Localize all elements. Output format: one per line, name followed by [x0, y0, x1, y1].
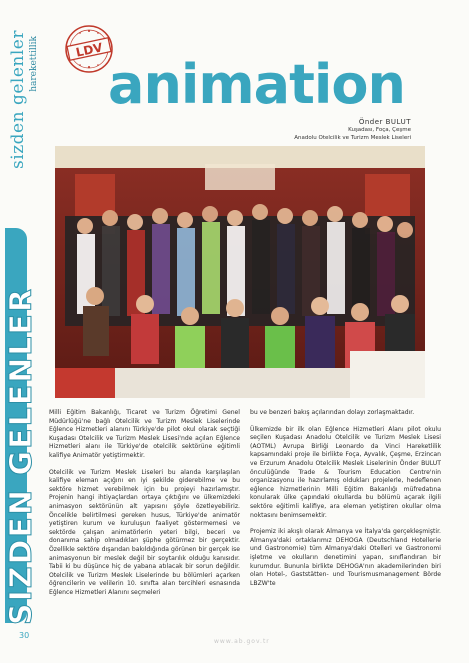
- author-location: Kuşadası, Foça, Çeşme: [348, 127, 411, 133]
- paragraph: Otelcilik ve Turizm Meslek Liseleri bu alanda karşılaşılan kalifiye eleman açığını en iyi şekilde giderebilme ve bu sektöre hizmet verebilmek için bu projeyi hazırlamıştır. Projenin hangi ihtiyaçlardan ortaya çıktığını ve ülkemizdeki animasyon sektörünün alt yapısını şöyle özetleyebiliriz. Öncelikle belirtilmesi gereken husus, Türkiye'de animatör yetiştiren kurum ve kuruluşun faaliyet göstermemesi ve sektörde çalışan animatörlerin yeteri bilgi, beceri ve donanıma sahip olmadıkları şüphe götürmez bir gerçektir. Özellikle sektöre dışarıdan bakıldığında görünen bir gerçek ise animasyonun bir meslek değil bir soytarılık olduğu kanısıdır. Tabii ki bu düşünce hiç de yabana atılacak bir sorun değildir. Otelcilik ve Turizm Meslek Liselerinde bu bölümleri açarken öğrencilerin ve velilerin 10. sınıfta alan tercihleri esnasında Eğlence Hizmetleri Alanını seçmeleri: [49, 468, 240, 596]
- paragraph: Ülkemizde bir ilk olan Eğlence Hizmetleri Alanı pilot okulu seçilen Kuşadası Anadolu Otelcilik ve Turizm Meslek Lisesi (AOTML) Avrupa Birliği Leonardo da Vinci Hareketlilik kapsamındaki proje ile birlikte Foça, Ayvalık, Çeşme, Erzincan ve Erzurum Anadolu Otelcilik Meslek Liselerinin Önder BULUT önculüğünde Trade & Tourism Education Centre'nin organizasyonu ile hazırlamış oldukları projelerle, hedeflenen eğlence hizmetlerinin Milli Eğitim Bakanlığı müfredatına konularak ülke çapındaki okullarda bu bölümü açarak ilgili sektöre eğitimli kalifiye, ara eleman yetiştiren okullar olma noktasını benimsemektir.: [250, 425, 441, 519]
- side-band-title: SIZDEN GELENLER: [4, 286, 39, 625]
- section-subtitle: harekettillik: [29, 36, 39, 92]
- paragraph: Projemiz iki akışlı olarak Almanya ve İtalya'da gerçekleşmiştir. Almanya'daki ortaklarımız DEHOGA (Deutschland Hotellerie und Gastronomie) tüm Almanya'daki Otelleri ve Gastronomi işletme ve okulların denetimini yapan, sınıflandıran bir kurumdur. Bununla birlikte DEHOGA'nın akademilerinden biri olan Hotel-, Gaststätten- und Tourismusmanagement Börde LBZW'te: [250, 528, 441, 587]
- footer-url: www.ab.gov.tr: [214, 638, 270, 645]
- logo-text: LDV: [74, 40, 104, 60]
- page-number: 30: [19, 631, 30, 640]
- group-photo: [55, 146, 425, 398]
- article-column-right: [250, 409, 441, 596]
- section-title: sizden gelenler: [8, 30, 28, 169]
- article-column-left: [49, 409, 240, 605]
- paragraph: Milli Eğitim Bakanlığı, Ticaret ve Turizm Öğretimi Genel Müdürlüğü'ne bağlı Otelcilik ve Turizm Meslek Liselerinde Eğlence Hizmetleri alanını Türkiye'de pilot okul olarak seçtiği Kuşadası Otelcilik ve Turizm Meslek Lisesi'nde açılan Eğlence Hizmetleri alanı ile Türkiye'de otelcilik sektörüne eğitimli kalifiye Animatör yetiştirmektir.: [49, 409, 240, 459]
- article-title: animation: [108, 53, 405, 116]
- section-label: [8, 30, 44, 170]
- byline: [294, 118, 411, 142]
- author-school: Anadolu Otelcilik ve Turizm Meslek Liseleri: [294, 135, 411, 141]
- paragraph: bu ve benzeri bakış açılarından dolayı zorlaşmaktadır.: [250, 409, 415, 416]
- author-name: Önder BULUT: [358, 118, 411, 126]
